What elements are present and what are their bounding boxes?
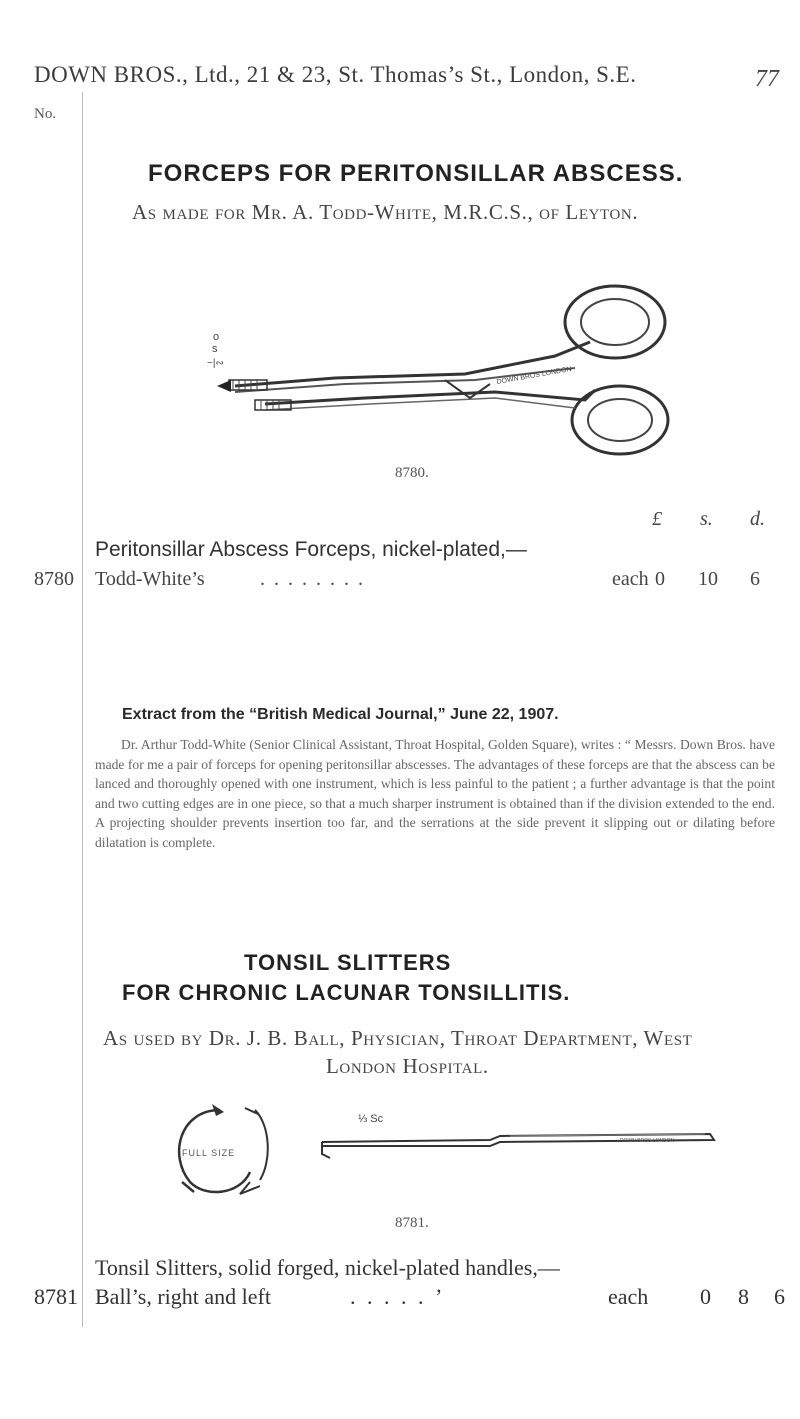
forceps-engraving: DOWN BROS LONDON [496, 365, 573, 386]
forceps-figure-caption: 8780. [395, 465, 429, 481]
page-number: 77 [755, 66, 779, 92]
slitters-full-size-label: FULL SIZE [182, 1148, 236, 1158]
forceps-price-pence: 6 [750, 568, 760, 590]
slitters-item-name: Tonsil Slitters, solid forged, nickel-plated handles,— [95, 1255, 560, 1280]
forceps-maker: Todd-White’s [95, 568, 205, 590]
slitters-figure-caption: 8781. [395, 1215, 429, 1231]
forceps-catalog-number: 8780 [34, 568, 74, 590]
slitters-price-shillings: 8 [738, 1284, 749, 1309]
forceps-leader-dots: . . . . . . . . [260, 568, 365, 590]
forceps-scale-s: s [212, 343, 218, 355]
forceps-unit: each [612, 568, 649, 590]
forceps-subtitle: As made for Mr. A. Todd-White, M.R.C.S., of Leyton. [132, 200, 639, 224]
forceps-item-name: Peritonsillar Abscess Forceps, nickel-plated,— [95, 538, 527, 561]
slitters-maker: Ball’s, right and left [95, 1284, 271, 1309]
extract-body: Dr. Arthur Todd-White (Senior Clinical Assistant, Throat Hospital, Golden Square), writes : “ Messrs. Down Bros. have made for me a pair of forceps for opening peritonsillar abscesses. The advantages of these forceps are that the abscess can be lanced and thoroughly opened with one instrument, which is less painful to the patient ; a further advantage is that the point and two cutting edges are in one piece, so that a much sharper instrument is obtained than if the division extended to the end. A projecting shoulder prevents insertion too far, and the serrations at the side prevent it slipping out or dilating before dilatation is complete. [95, 737, 775, 850]
forceps-illustration [195, 280, 735, 460]
catalog-column-label: No. [34, 106, 57, 122]
column-divider [82, 92, 83, 1327]
extract-title: Extract from the “British Medical Journal,” June 22, 1907. [122, 706, 559, 723]
slitters-leader-dots: . . . . . ’ [350, 1284, 446, 1309]
slitters-scale-label: ⅓ Sc [358, 1113, 384, 1125]
forceps-price-shillings: 10 [698, 568, 718, 590]
forceps-scale-o: o [213, 331, 220, 343]
slitters-price-pence: 6 [774, 1284, 785, 1309]
slitters-illustration [150, 1100, 720, 1200]
slitters-unit: each [608, 1284, 649, 1309]
shilling-header: s. [700, 508, 713, 530]
slitters-price-pounds: 0 [700, 1284, 711, 1309]
pence-header: d. [750, 508, 765, 530]
slitters-subtitle-line2: London Hospital. [326, 1054, 489, 1078]
forceps-price-pounds: 0 [655, 568, 665, 590]
slitters-subtitle-line1: As used by Dr. J. B. Ball, Physician, Throat Department, West [103, 1026, 693, 1050]
pound-header: £ [652, 508, 662, 530]
forceps-scale-fraction: −|∾ [207, 358, 224, 369]
forceps-section-title: FORCEPS FOR PERITONSILLAR ABSCESS. [148, 160, 684, 187]
running-header: DOWN BROS., Ltd., 21 & 23, St. Thomas’s St., London, S.E. [34, 62, 637, 87]
slitters-title-line1: TONSIL SLITTERS [244, 950, 452, 975]
slitters-catalog-number: 8781 [34, 1284, 78, 1309]
slitters-title-line2: FOR CHRONIC LACUNAR TONSILLITIS. [122, 980, 571, 1005]
slitters-engraving: DOWN BROS LONDON [620, 1138, 675, 1144]
